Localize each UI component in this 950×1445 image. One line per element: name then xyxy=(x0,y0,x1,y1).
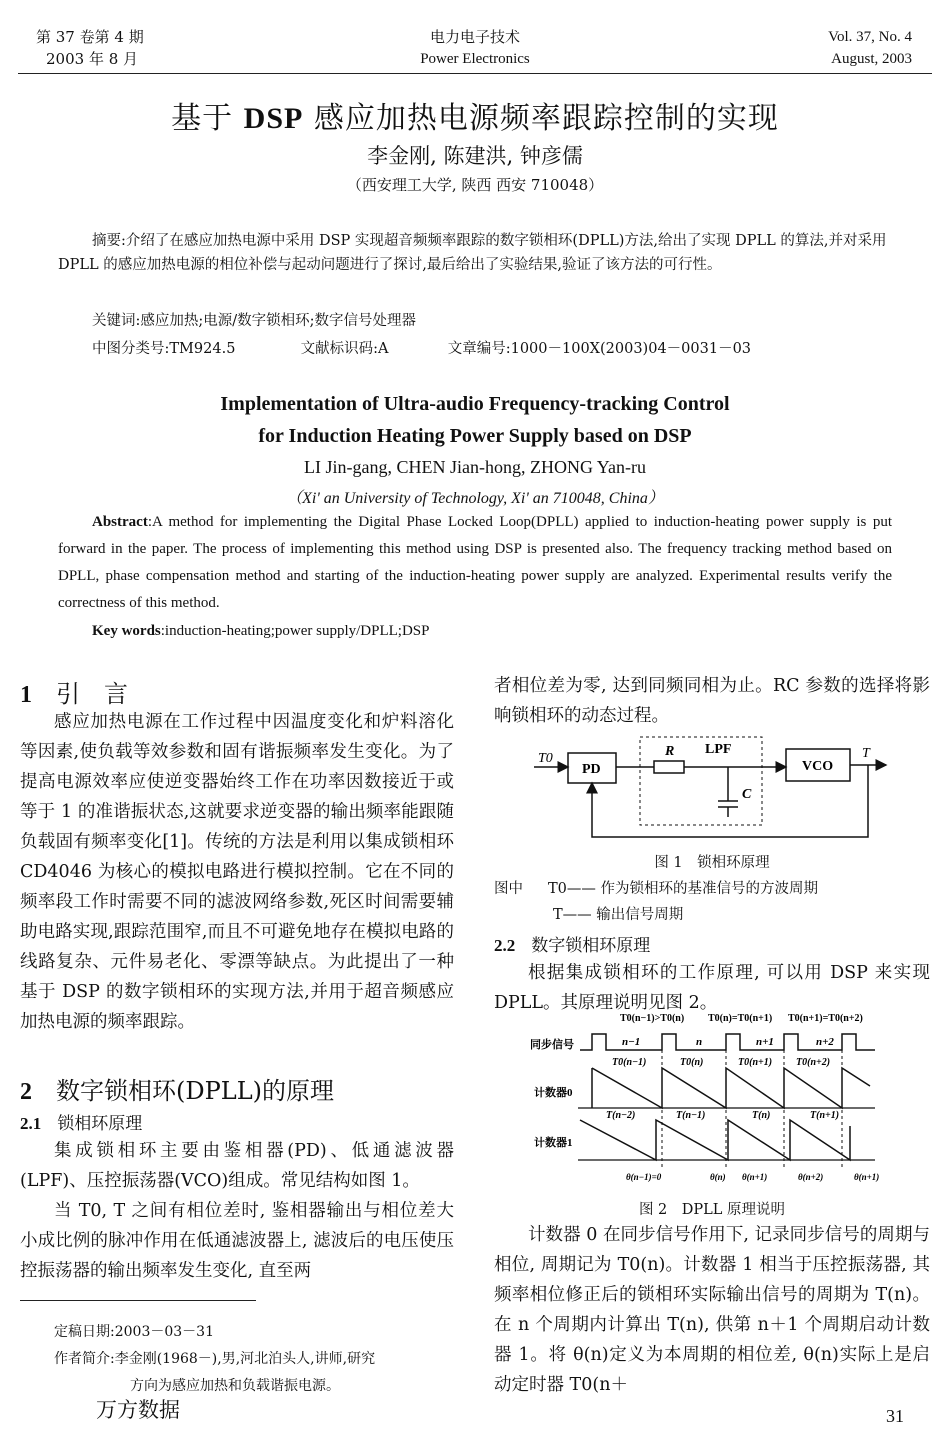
fig2-period-3: n+1 xyxy=(756,1036,774,1048)
fig2-theta-5: θ(n+1) xyxy=(854,1172,880,1182)
section-1-heading: 1 引 言 xyxy=(20,680,128,708)
figure-2-caption: 图 2 DPLL 原理说明 xyxy=(638,1202,786,1218)
section-2-2-paragraph: 根据集成锁相环的工作原理, 可以用 DSP 来实现 DPLL。其原理说明见图 2。 xyxy=(494,963,930,1013)
fig2-c1-sawtooth xyxy=(580,1120,850,1160)
fig2-c1-label-1: T(n−2) xyxy=(606,1110,636,1121)
fig1-note-2: T—— 输出信号周期 xyxy=(553,907,684,923)
fig2-c0-label-1: T0(n−1) xyxy=(612,1057,647,1068)
fig1-note-1: T0—— 作为锁相环的基准信号的方波周期 xyxy=(548,881,819,897)
fig2-row-sync: 同步信号 xyxy=(530,1039,574,1051)
fig1-c-label: C xyxy=(742,787,752,802)
fig2-period-1: n−1 xyxy=(622,1036,641,1048)
fig2-theta-2: θ(n) xyxy=(710,1172,726,1182)
section-2-1-heading: 2.1 锁相环原理 xyxy=(20,1114,143,1134)
right-paragraph-top: 者相位差为零, 达到同频同相为止。RC 参数的选择将影响锁相环的动态过程。 xyxy=(494,676,930,726)
fig1-lpf-label: LPF xyxy=(705,742,732,757)
english-title-2: for Induction Heating Power Supply based on DSP xyxy=(258,425,692,447)
fig2-row-counter1: 计数器1 xyxy=(534,1137,573,1149)
english-keywords: Key words:induction-heating;power supply/DPLL;DSP xyxy=(92,623,430,639)
watermark-text: 万方数据 xyxy=(96,1398,180,1422)
journal-name: 电力电子技术 xyxy=(429,28,520,46)
right-paragraph-bottom: 计数器 0 在同步信号作用下, 记录同步信号的周期与相位, 周期记为 T0(n)。计数器 1 相当于压控振荡器, 其频率相位修正后的锁相环实际输出信号的周期为 T(n)。在 n 个周期内计算出 T(n), 供第 n＋1 个周期启动计数器 1。将 θ(n)定义为本周期的相位差, θ(n)实际上是启动定时器 T0(n＋ xyxy=(494,1225,930,1395)
fig1-note-prefix: 图中 xyxy=(494,881,523,897)
footnote-author-cont: 方向为感应加热和负载谐振电源。 xyxy=(130,1378,340,1394)
section-2-1-paragraph-2: 当 T0, T 之间有相位差时, 鉴相器输出与相位差大小成比例的脉冲作用在低通滤波器上, 滤波后的电压使压控振荡器的输出频率发生变化, 直至两 xyxy=(20,1201,454,1281)
section-2-1-paragraph-1: 集成锁相环主要由鉴相器(PD)、低通滤波器(LPF)、压控振荡器(VCO)组成。常见结构如图 1。 xyxy=(20,1141,454,1191)
fig2-period-2: n xyxy=(696,1036,703,1048)
fig2-c1-label-3: T(n) xyxy=(752,1110,771,1121)
classification: 中图分类号:TM924.5 xyxy=(92,341,236,357)
fig1-output-label: T xyxy=(862,746,870,761)
fig2-c1-label-2: T(n−1) xyxy=(676,1110,706,1121)
doc-code: 文献标识码:A xyxy=(300,341,389,357)
footnote-rule xyxy=(20,1300,256,1301)
section-1-paragraph: 感应加热电源在工作过程中因温度变化和炉料溶化等因素,使负载等效参数和固有谐振频率发生变化。为了提高电源效率应使逆变器始终工作在功率因数接近于或等于 1 的准谐振状态,这就要求逆变器的输出频率能跟随负载固有频率变化[1]。传统的方法是利用以集成锁相环 CD4046 为核心的模拟电路进行模拟控制。它在不同的频率段工作时需要不同的滤波网络参数,死区时间需要辅助电路实现,跟踪范围窄,而且不可避免地存在模拟电路的线路复杂、元件易老化、零漂等缺点。为此提出了一种基于 DSP 的数字锁相环的实现方法,并用于超音频感应加热电源的频率跟踪。 xyxy=(20,712,454,1032)
english-authors: LI Jin-gang, CHEN Jian-hong, ZHONG Yan-ru xyxy=(304,457,646,477)
section-2-heading: 2 数字锁相环(DPLL)的原理 xyxy=(20,1077,334,1105)
fig2-top-label-2: T0(n)=T0(n+1) xyxy=(708,1013,773,1024)
header-rule xyxy=(18,73,932,74)
fig1-vco-label: VCO xyxy=(802,759,834,774)
fig2-theta-1: θ(n−1)=0 xyxy=(626,1172,662,1182)
authors: 李金刚, 陈建洪, 钟彦儒 xyxy=(367,144,583,168)
classification-line xyxy=(58,337,926,361)
fig2-c0-label-4: T0(n+2) xyxy=(796,1057,831,1068)
keywords-cn: 关键词:感应加热;电源/数字锁相环;数字信号处理器 xyxy=(92,313,417,329)
fig2-theta-3: θ(n+1) xyxy=(742,1172,768,1182)
figure-1-caption: 图 1 锁相环原理 xyxy=(654,855,770,871)
english-affiliation: （Xi' an University of Technology, Xi' an 710048, China） xyxy=(286,490,664,507)
abstract-label: Abstract xyxy=(92,514,148,530)
volume-en: Vol. 37, No. 4 xyxy=(828,29,912,45)
journal-issue: 第 37 卷第 4 期 xyxy=(36,28,144,46)
fig2-c0-sawtooth xyxy=(592,1068,870,1108)
fig2-theta-4: θ(n+2) xyxy=(798,1172,824,1182)
section-2-2-heading: 2.2 数字锁相环原理 xyxy=(494,936,651,956)
affiliation: （西安理工大学, 陕西 西安 710048） xyxy=(346,176,604,194)
fig2-period-4: n+2 xyxy=(816,1036,834,1048)
page-title: 基于 DSP 感应加热电源频率跟踪控制的实现 xyxy=(171,101,779,136)
footnote-received: 定稿日期:2003－03－31 xyxy=(54,1324,214,1340)
fig2-c0-label-3: T0(n+1) xyxy=(738,1057,773,1068)
fig2-c1-label-4: T(n+1) xyxy=(810,1110,840,1121)
footnote-author: 作者简介:李金刚(1968－),男,河北泊头人,讲师,研究 xyxy=(54,1351,376,1367)
figure-1-diagram xyxy=(510,735,910,845)
fig2-c0-label-2: T0(n) xyxy=(680,1057,704,1068)
fig1-pd-label: PD xyxy=(582,762,601,777)
figure-2-diagram xyxy=(520,1008,910,1188)
journal-date: 2003 年 8 月 xyxy=(46,50,139,68)
date-en: August, 2003 xyxy=(831,51,912,67)
keywords-label: Key words xyxy=(92,623,161,639)
fig1-lpf-dashed-box xyxy=(640,737,762,825)
journal-name-en: Power Electronics xyxy=(420,51,530,67)
fig2-top-label-1: T0(n−1)>T0(n) xyxy=(620,1013,685,1024)
english-title-1: Implementation of Ultra-audio Frequency-tracking Control xyxy=(220,393,730,415)
fig1-input-label: T0 xyxy=(538,751,553,766)
page-number: 31 xyxy=(886,1406,904,1426)
fig1-r-label: R xyxy=(665,744,675,759)
abstract-cn: 摘要:介绍了在感应加热电源中采用 DSP 实现超音频频率跟踪的数字锁相环(DPLL)方法,给出了实现 DPLL 的算法,并对采用 DPLL 的感应加热电源的相位补偿与起动问题进行了探讨,最后给出了实验结果,验证了该方法的可行性。 xyxy=(58,233,887,273)
fig2-top-label-3: T0(n+1)=T0(n+2) xyxy=(788,1013,863,1024)
english-abstract: Abstract:A method for implementing the Digital Phase Locked Loop(DPLL) applied to induction-heating power supply is put forward in the paper. The process of implementing this method using DSP is presented also. The frequency tracking method based on DPLL, phase compensation method and starting of the induction-heating power supply are analyzed. Experimental results verify the correctness of this method. xyxy=(58,514,892,611)
article-number: 文章编号:1000－100X(2003)04－0031－03 xyxy=(447,341,752,357)
fig1-resistor xyxy=(654,761,684,773)
fig2-row-counter0: 计数器0 xyxy=(534,1087,573,1099)
